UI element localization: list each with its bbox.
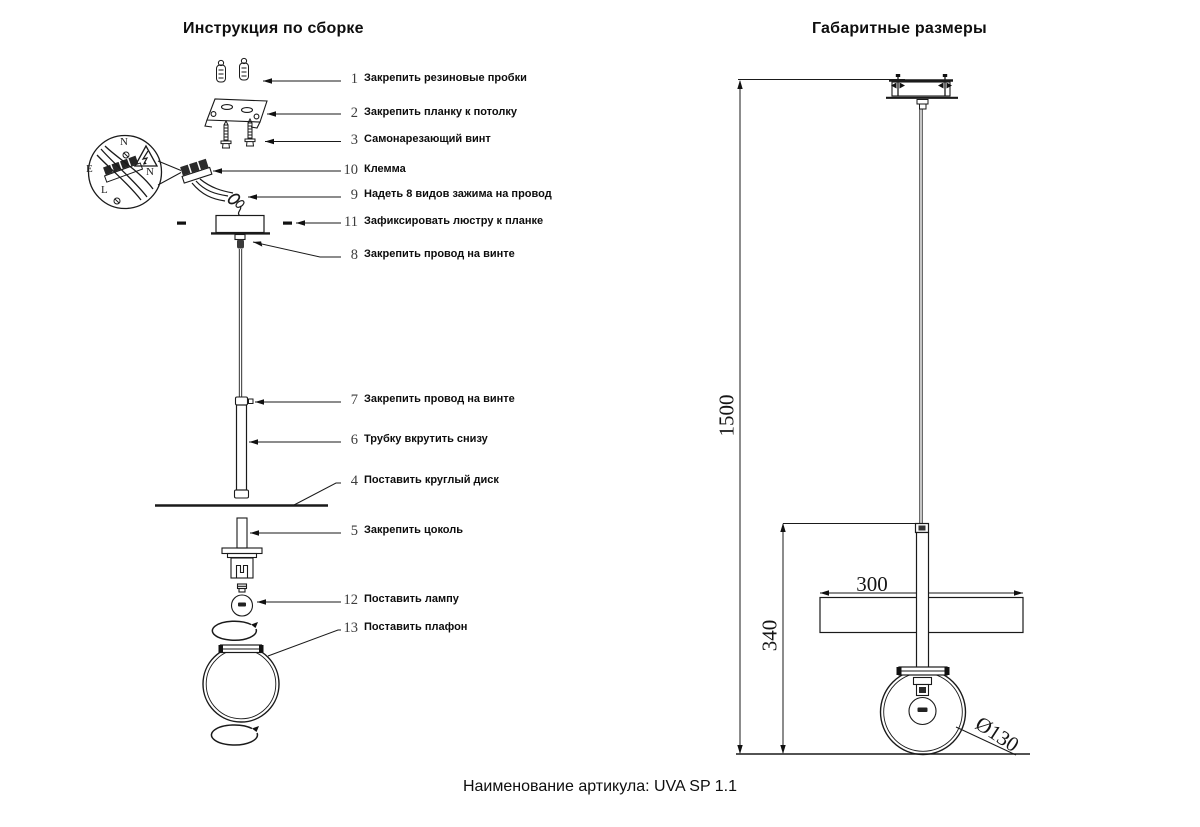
step-label: Поставить лампу	[364, 593, 459, 605]
step-label: Самонарезающий винт	[364, 133, 491, 145]
step-label: Трубку вкрутить снизу	[364, 433, 488, 445]
globe-drawing	[203, 645, 279, 722]
step-number: 6	[350, 432, 358, 448]
step-label: Поставить плафон	[364, 621, 468, 633]
terminal-block-drawing	[179, 158, 233, 201]
canopy-bolts	[891, 74, 952, 96]
wall-plugs-drawing	[217, 58, 249, 82]
step-label: Закрепить провод на винте	[364, 393, 515, 405]
step-2	[332, 103, 517, 120]
wiring-detail-circle	[89, 136, 182, 209]
wire-letter-e-left: E	[86, 163, 93, 175]
step-number: 8	[350, 247, 358, 263]
mounting-bracket-drawing	[205, 99, 267, 128]
step-5	[332, 521, 463, 538]
step-13	[332, 618, 467, 635]
step-number: 3	[350, 132, 358, 148]
article-name: Наименование артикула: UVA SP 1.1	[462, 778, 738, 795]
step-8	[332, 245, 515, 262]
wire-letter-n-right: N	[146, 166, 154, 178]
step-number: 12	[343, 592, 358, 608]
step-number: 5	[350, 523, 358, 539]
step-number: 10	[343, 162, 358, 178]
bulb-drawing	[232, 584, 253, 616]
step-6	[332, 430, 488, 447]
screws-drawing	[221, 119, 255, 148]
step-label: Поставить круглый диск	[364, 474, 499, 486]
step-number: 11	[344, 214, 358, 230]
step-1	[332, 69, 527, 86]
step-10	[332, 160, 406, 177]
dim-globe-diameter: Ø130	[971, 711, 1024, 757]
wire-letter-n-top: N	[120, 136, 128, 148]
step-number: 1	[350, 71, 358, 87]
step-number: 4	[350, 473, 358, 489]
step-label: Закрепить цоколь	[364, 524, 463, 536]
dim-shade-drop: 340	[757, 619, 782, 652]
step-number: 7	[350, 392, 358, 408]
rotate-arrow-bottom	[211, 725, 259, 745]
socket-drawing	[222, 518, 262, 578]
rotate-arrow-top	[212, 621, 258, 640]
step-label: Закрепить провод на винте	[364, 248, 515, 260]
step-12	[332, 590, 459, 607]
assembly-title: Инструкция по сборке	[183, 20, 364, 37]
leader-lines	[213, 78, 341, 656]
step-label: Надеть 8 видов зажима на провод	[364, 188, 552, 200]
step-number: 2	[350, 105, 358, 121]
canopy-drawing	[177, 216, 292, 249]
step-label: Закрепить планку к потолку	[364, 106, 517, 118]
step-7	[332, 390, 515, 407]
step-number: 13	[343, 620, 358, 636]
step-11	[332, 212, 543, 229]
step-number: 9	[350, 187, 358, 203]
cord-line	[239, 249, 241, 397]
wire-letter-l-bottom: L	[101, 184, 108, 196]
dim-overall-height: 1500	[714, 394, 739, 437]
tube-drawing	[235, 397, 254, 498]
step-3	[332, 130, 491, 147]
step-label: Закрепить резиновые пробки	[364, 72, 527, 84]
step-4	[332, 471, 499, 488]
cord-clamp-drawing	[227, 193, 245, 216]
step-label: Клемма	[364, 163, 406, 175]
dimensions-title: Габаритные размеры	[812, 20, 987, 37]
step-9	[332, 185, 552, 202]
dim-plate-width: 300	[856, 572, 888, 596]
step-label: Зафиксировать люстру к планке	[364, 215, 544, 227]
